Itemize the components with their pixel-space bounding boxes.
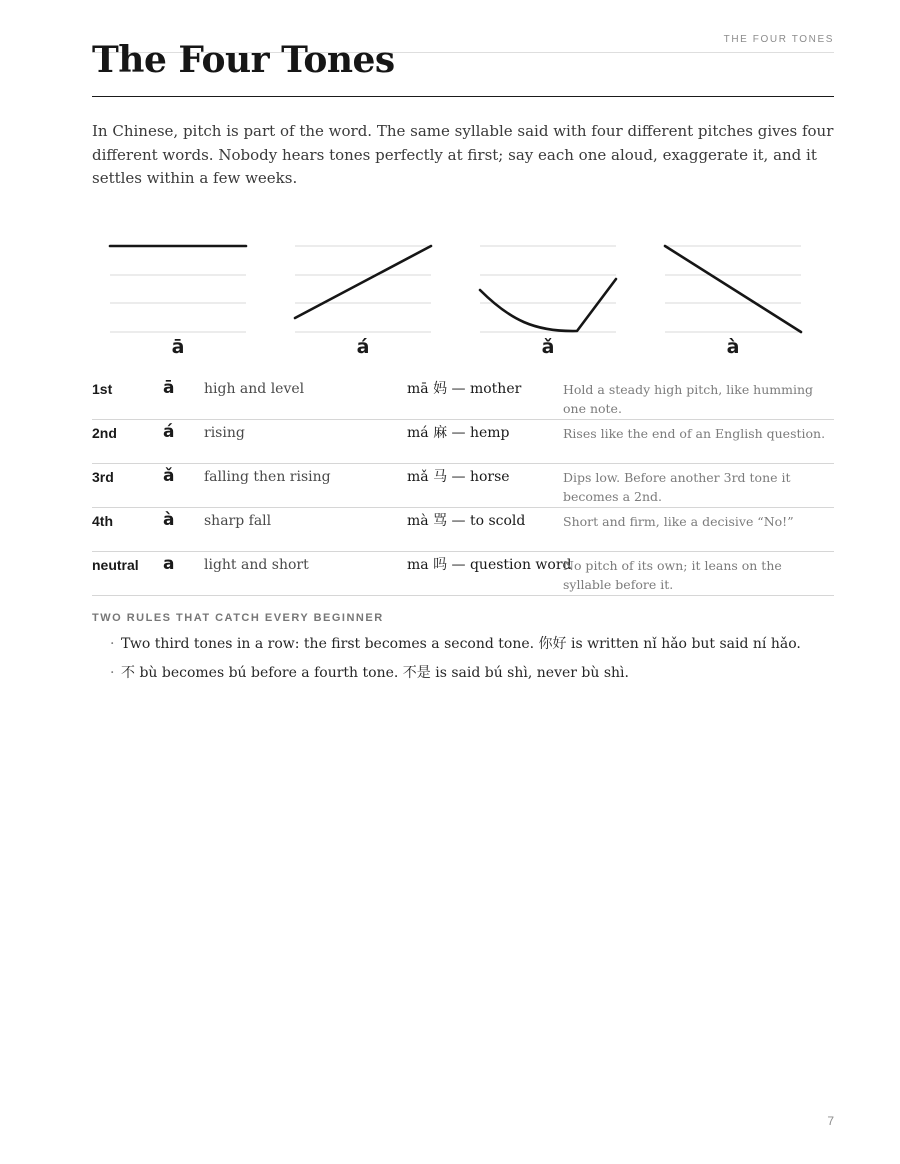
running-head: THE FOUR TONES — [723, 34, 834, 45]
tone-number: 1st — [92, 381, 113, 397]
tone-example: mā 妈 — mother — [407, 381, 522, 397]
table-row — [92, 508, 834, 552]
tone-example: mǎ 马 — horse — [407, 469, 510, 485]
contour-mark: ǎ — [541, 336, 555, 358]
tone-name: falling then rising — [204, 469, 331, 485]
high-level-contour-icon — [110, 238, 246, 334]
tone-number: neutral — [92, 557, 139, 573]
tone-note: No pitch of its own; it leans on the syllable before it. — [563, 558, 782, 592]
contour-first-tone — [110, 230, 246, 360]
list-item — [110, 633, 834, 655]
tone-example: mà 骂 — to scold — [407, 513, 526, 529]
bullet-icon: · — [110, 636, 115, 652]
rule-text: 不 bù becomes bú before a fourth tone. 不是 is said bú shì, never bù shì. — [121, 665, 629, 681]
page-title: The Four Tones — [92, 39, 395, 81]
bullet-icon: · — [110, 665, 115, 681]
tone-mark: á — [163, 422, 175, 442]
falling-contour-icon — [665, 238, 801, 334]
contour-third-tone — [480, 230, 616, 360]
rule-text: Two third tones in a row: the first becomes a second tone. 你好 is written nǐ hǎo but said ní hǎo. — [121, 636, 801, 652]
tone-contour-diagrams — [92, 230, 834, 365]
tone-mark: ǎ — [163, 466, 175, 486]
tone-number: 3rd — [92, 469, 114, 485]
contour-fourth-tone — [665, 230, 801, 360]
tone-example: ma 吗 — question word — [407, 557, 572, 573]
tone-mark: à — [163, 510, 175, 530]
contour-mark: ā — [171, 336, 185, 358]
rules-list — [110, 633, 834, 691]
tone-note: Hold a steady high pitch, like humming one note. — [563, 382, 814, 416]
table-row — [92, 552, 834, 596]
dipping-contour-icon — [480, 238, 616, 334]
table-row — [92, 420, 834, 464]
tone-example: má 麻 — hemp — [407, 425, 510, 441]
table-row — [92, 464, 834, 508]
tone-number: 4th — [92, 513, 113, 529]
contour-mark: á — [356, 336, 370, 358]
title-underline — [92, 96, 834, 97]
tone-note: Rises like the end of an English question. — [563, 426, 826, 441]
rising-contour-icon — [295, 238, 431, 334]
tone-table — [92, 376, 834, 596]
list-item — [110, 662, 834, 684]
contour-second-tone — [295, 230, 431, 360]
page-number: 7 — [827, 1114, 834, 1128]
tone-number: 2nd — [92, 425, 117, 441]
tone-name: light and short — [204, 557, 309, 573]
rules-heading: TWO RULES THAT CATCH EVERY BEGINNER — [92, 612, 384, 624]
intro-paragraph: In Chinese, pitch is part of the word. The same syllable said with four different pitches gives four different words. Nobody hears tones perfectly at first; say each one aloud, exaggerate it, and it settles within a few weeks. — [92, 122, 834, 187]
tone-mark: ā — [163, 378, 175, 398]
table-row — [92, 376, 834, 420]
tone-name: high and level — [204, 381, 305, 397]
tone-note: Dips low. Before another 3rd tone it becomes a 2nd. — [563, 470, 791, 504]
tone-note: Short and firm, like a decisive “No!” — [563, 514, 794, 529]
contour-mark: à — [726, 336, 740, 358]
tone-name: rising — [204, 425, 245, 441]
page — [92, 0, 834, 1164]
tone-mark: a — [163, 554, 175, 574]
tone-name: sharp fall — [204, 513, 272, 529]
